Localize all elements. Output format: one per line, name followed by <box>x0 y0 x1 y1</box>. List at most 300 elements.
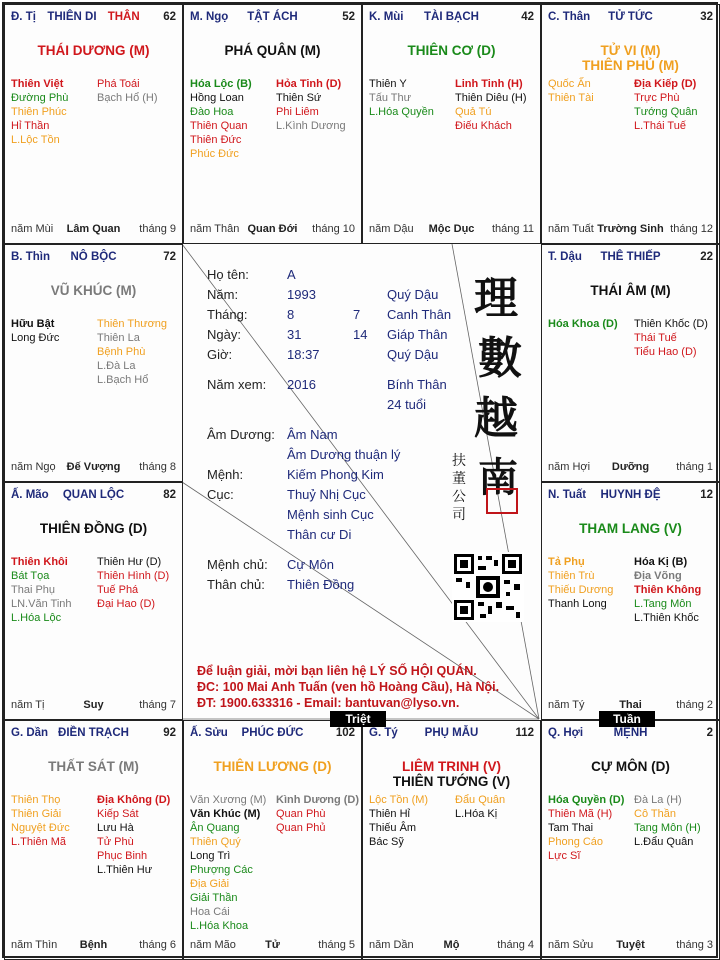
palace-can-chi: G. Dần <box>11 727 49 739</box>
palace-cycle: Mộ <box>443 939 460 951</box>
palace-year: năm Tị <box>11 699 45 711</box>
right-stars <box>634 555 701 625</box>
left-stars <box>369 77 434 119</box>
star: Phong Cáo <box>548 836 604 848</box>
palace-header <box>548 727 713 743</box>
palace-age: 102 <box>335 727 355 739</box>
palace-footer <box>11 461 176 475</box>
star: Quả Tú <box>455 106 492 118</box>
palace-name <box>369 11 534 23</box>
info-label: Năm: <box>207 287 239 302</box>
info-label: Giờ: <box>207 347 233 362</box>
palace-name-text: TÀI BẠCH <box>424 11 479 23</box>
palace-name <box>548 489 713 501</box>
star: L.Kình Dương <box>276 120 346 132</box>
star: Hồng Loan <box>190 92 244 104</box>
tu-vi-chart <box>2 2 718 958</box>
star: Ân Quang <box>190 822 240 834</box>
palace-name-text: ĐIỀN TRẠCH <box>58 727 129 739</box>
star: Nguyệt Đức <box>11 822 70 834</box>
palace-name <box>11 11 176 23</box>
star: Đẩu Quân <box>455 794 506 806</box>
right-stars <box>97 793 170 877</box>
seal-small-1: 扶 <box>452 453 466 469</box>
palace-year: năm Thân <box>190 223 240 235</box>
palace-age: 112 <box>515 727 534 739</box>
star: Thiên Không <box>634 584 702 596</box>
palace-year: năm Thìn <box>11 939 58 951</box>
palace-name-text: PHỤ MẪU <box>424 727 479 739</box>
star: Thiếu Âm <box>369 822 417 834</box>
info-value: 18:37 <box>287 347 320 362</box>
palace-footer <box>548 461 713 475</box>
info-value: 7 <box>353 307 361 322</box>
main-star: THIÊN ĐỒNG (D) <box>39 521 148 536</box>
star: Đà La (H) <box>634 794 682 806</box>
info-value: Mệnh sinh Cục <box>287 507 374 522</box>
seal-char-4: 南 <box>478 454 518 501</box>
star: Hóa Quyền (D) <box>548 794 625 806</box>
star: Phúc Đức <box>190 148 239 160</box>
star: Thiên Hỉ <box>369 808 410 820</box>
palace-g-dan <box>4 720 183 960</box>
star: Bát Tọa <box>11 570 50 582</box>
palace-can-chi: Ấ. Mão <box>11 489 49 501</box>
palace-age: 32 <box>700 11 713 23</box>
star: Hóa Khoa (D) <box>548 318 618 330</box>
palace-name-text: THIÊN DI <box>47 11 97 23</box>
palace-header <box>548 251 713 267</box>
palace-footer <box>190 223 355 237</box>
star: L.Tang Môn <box>634 598 692 610</box>
star: LN.Văn Tinh <box>11 598 72 610</box>
star: Tả Phụ <box>548 556 585 568</box>
palace-header <box>11 489 176 505</box>
palace-a-suu <box>183 720 362 960</box>
palace-year: năm Tý <box>548 699 585 711</box>
star: Địa Kiếp (D) <box>634 78 697 90</box>
palace-can-chi: K. Mùi <box>369 11 404 23</box>
star: L.Hóa Kị <box>455 808 498 820</box>
star: Thái Tuế <box>634 332 677 344</box>
left-stars <box>548 793 624 863</box>
info-value: Âm Dương thuận lý <box>287 447 401 462</box>
right-stars <box>97 555 169 611</box>
info-value: 24 tuổi <box>387 397 427 412</box>
palace-age: 62 <box>163 11 176 23</box>
star: Thiên Đức <box>190 134 242 146</box>
info-value: Quý Dậu <box>387 287 439 302</box>
star: Thiên Trù <box>548 570 595 582</box>
palace-footer <box>11 223 176 237</box>
palace-name <box>190 727 355 739</box>
palace-year: năm Dần <box>369 939 414 951</box>
star: Hỏa Tinh (D) <box>276 78 342 90</box>
seal-char-1: 理 <box>474 273 518 324</box>
star: Hóa Lộc (B) <box>190 78 252 90</box>
palace-name-text: PHÚC ĐỨC <box>241 727 304 739</box>
palace-name <box>369 727 534 739</box>
palace-c-than <box>541 4 720 244</box>
info-label: Mệnh chủ: <box>207 557 268 572</box>
star: Đường Phù <box>11 92 69 104</box>
star: L.Hóa Khoa <box>190 920 249 932</box>
left-stars <box>548 77 594 105</box>
palace-age: 72 <box>163 251 176 263</box>
right-stars <box>455 77 527 133</box>
palace-q-hoi <box>541 720 720 960</box>
palace-name <box>11 727 176 739</box>
contact-line-2: ĐC: 100 Mai Anh Tuấn (ven hồ Hoàng Cầu), Hà Nội. <box>197 680 500 694</box>
red-stamp <box>486 488 518 514</box>
left-stars <box>369 793 428 849</box>
palace-month: tháng 10 <box>312 223 355 235</box>
palace-age: 22 <box>700 251 713 263</box>
palace-cycle: Trường Sinh <box>597 223 664 235</box>
star: Long Đức <box>11 332 60 344</box>
info-label: Âm Dương: <box>207 427 275 442</box>
info-label: Tháng: <box>207 307 248 322</box>
star: Thiên Quan <box>190 120 248 132</box>
right-stars <box>634 77 698 133</box>
star: Văn Khúc (M) <box>190 808 261 820</box>
star: Kiếp Sát <box>97 808 139 820</box>
star: Thiên Khốc (D) <box>634 318 708 330</box>
star: Phục Binh <box>97 850 148 862</box>
info-value: Giáp Thân <box>387 327 448 342</box>
palace-month: tháng 12 <box>670 223 713 235</box>
right-stars <box>276 793 359 835</box>
main-star: CỰ MÔN (D) <box>591 759 670 774</box>
palace-g-ty <box>362 720 541 960</box>
palace-t-dau <box>541 244 720 482</box>
star: Tướng Quân <box>634 106 698 118</box>
star: L.Hóa Quyền <box>369 106 434 118</box>
main-star: THIÊN CƠ (D) <box>407 43 496 58</box>
palace-can-chi: B. Thìn <box>11 251 50 263</box>
info-label: Năm xem: <box>207 377 267 392</box>
star: Thiên Khôi <box>11 556 68 568</box>
palace-can-chi: Q. Hợi <box>548 727 584 739</box>
palace-can-chi: M. Ngọ <box>190 11 229 23</box>
star: Thiên Việt <box>11 78 64 90</box>
star: Đào Hoa <box>190 106 234 118</box>
palace-m-ngo <box>183 4 362 244</box>
palace-month: tháng 1 <box>676 461 713 473</box>
star: Địa Không (D) <box>97 794 171 806</box>
palace-can-chi: G. Tý <box>369 727 398 739</box>
info-value: Âm Nam <box>287 427 338 442</box>
main-star: THIÊN PHỦ (M) <box>582 58 679 73</box>
star: Thiếu Dương <box>548 584 614 596</box>
palace-age: 92 <box>163 727 176 739</box>
left-stars <box>548 317 618 331</box>
palace-cycle: Dưỡng <box>611 461 650 473</box>
info-label: Thân chủ: <box>207 577 265 592</box>
qr-code-graphic <box>452 552 524 622</box>
star: Đại Hao (D) <box>97 598 156 610</box>
left-stars <box>11 555 72 625</box>
star: L.Thiên Mã <box>11 836 67 848</box>
star: Hoa Cái <box>190 906 230 918</box>
palace-name <box>190 11 355 23</box>
star: Điếu Khách <box>455 120 512 132</box>
contact-info <box>197 663 499 711</box>
palace-name <box>11 489 176 501</box>
palace-cycle: Mộc Dục <box>428 223 475 235</box>
star: Lực Sĩ <box>548 850 581 862</box>
palace-month: tháng 3 <box>676 939 713 951</box>
palace-footer <box>548 223 713 237</box>
palace-footer <box>11 699 176 713</box>
palace-cycle: Bệnh <box>79 939 108 951</box>
star: L.Đẩu Quân <box>634 836 694 848</box>
palace-name <box>548 727 713 739</box>
star: Thanh Long <box>548 598 607 610</box>
star: Thiên Phúc <box>11 106 67 118</box>
info-label: Ngày: <box>207 327 241 342</box>
palace-age: 2 <box>706 727 713 739</box>
info-label: Cục: <box>207 487 234 502</box>
star: Tấu Thư <box>369 92 412 104</box>
palace-header <box>11 727 176 743</box>
main-star: LIÊM TRINH (V) <box>402 759 501 774</box>
palace-age: 12 <box>700 489 713 501</box>
seal-char-3: 越 <box>474 393 518 444</box>
star: Tuế Phá <box>97 584 139 596</box>
main-star: THÁI ÂM (M) <box>590 283 671 298</box>
main-star: VŨ KHÚC (M) <box>50 283 137 298</box>
star: Thiên Giải <box>11 808 62 820</box>
main-star: PHÁ QUÂN (M) <box>224 43 321 58</box>
palace-name <box>11 251 176 263</box>
palace-cycle: Đế Vượng <box>66 461 121 473</box>
triet-label: Triệt <box>330 711 386 727</box>
palace-a-mao <box>4 482 183 720</box>
than-marker: THÂN <box>107 11 140 23</box>
right-stars <box>455 793 505 821</box>
star: L.Bạch Hổ <box>97 374 149 386</box>
palace-name-text: THÊ THIẾP <box>600 251 661 263</box>
palace-k-mui <box>362 4 541 244</box>
palace-month: tháng 5 <box>318 939 355 951</box>
palace-cycle: Lâm Quan <box>66 223 121 235</box>
palace-name-text: TẬT ÁCH <box>247 11 298 23</box>
contact-line-1: Để luận giải, mời bạn liên hệ LÝ SỐ HỘI QUÁN. <box>197 664 477 678</box>
star: Thiên Thọ <box>11 794 61 806</box>
tuan-label: Tuần <box>599 711 655 727</box>
palace-month: tháng 6 <box>139 939 176 951</box>
palace-month: tháng 4 <box>497 939 534 951</box>
right-stars <box>97 317 167 387</box>
star: Thiên Diêu (H) <box>455 92 527 104</box>
qr-code[interactable] <box>452 552 524 622</box>
right-stars <box>634 317 708 359</box>
palace-cycle: Quan Đới <box>247 223 298 235</box>
palace-year: năm Tuất <box>548 223 594 235</box>
star: Bệnh Phù <box>97 346 146 358</box>
palace-can-chi: Đ. Tị <box>11 11 36 23</box>
palace-footer <box>190 939 355 953</box>
star: L.Lộc Tồn <box>11 134 60 146</box>
palace-footer <box>369 223 534 237</box>
info-label: Mệnh: <box>207 467 244 482</box>
star: Thiên Hư (D) <box>97 556 162 568</box>
star: Kình Dương (D) <box>276 794 359 806</box>
palace-can-chi: Ấ. Sửu <box>190 727 228 739</box>
palace-name-text: TỬ TỨC <box>608 11 653 23</box>
palace-header <box>11 251 176 267</box>
star: Hóa Kị (B) <box>634 556 688 568</box>
seal-char-2: 數 <box>478 333 522 384</box>
star: Bạch Hổ (H) <box>97 92 158 104</box>
right-stars <box>276 77 346 133</box>
left-stars <box>548 555 613 611</box>
star: Phá Toái <box>97 78 140 90</box>
palace-age: 82 <box>163 489 176 501</box>
info-value: 8 <box>287 307 295 322</box>
star: L.Thiên Khốc <box>634 612 699 624</box>
palace-year: năm Mão <box>190 939 236 951</box>
palace-header <box>369 727 534 743</box>
info-value: Thuỷ Nhị Cục <box>287 487 366 502</box>
palace-n-tuat <box>541 482 720 720</box>
star: Quan Phù <box>276 808 326 820</box>
contact-line-3: ĐT: 1900.633316 - Email: bantuvan@lyso.vn. <box>197 696 460 710</box>
star: Thiên Mã (H) <box>548 808 613 820</box>
star: Phượng Các <box>190 864 253 876</box>
star: L.Hóa Lộc <box>11 612 62 624</box>
palace-header <box>190 11 355 27</box>
palace-header <box>11 11 176 27</box>
palace-cycle: Suy <box>83 699 104 711</box>
palace-can-chi: T. Dậu <box>548 251 582 263</box>
info-value: 31 <box>287 327 302 342</box>
info-value: Cự Môn <box>287 557 334 572</box>
palace-footer <box>11 939 176 953</box>
palace-can-chi: C. Thân <box>548 11 591 23</box>
star: Tang Môn (H) <box>634 822 701 834</box>
palace-month: tháng 7 <box>139 699 176 711</box>
palace-cycle: Thai <box>619 699 642 711</box>
palace-month: tháng 11 <box>491 223 534 235</box>
seal-small-3: 公 <box>452 489 466 505</box>
info-value: Kiếm Phong Kim <box>287 467 384 482</box>
palace-age: 52 <box>342 11 355 23</box>
info-value: 14 <box>353 327 368 342</box>
main-star: THÁI DƯƠNG (M) <box>37 43 150 58</box>
palace-header <box>548 489 713 505</box>
star: Quốc Ấn <box>548 78 591 90</box>
star: Thiên Thương <box>97 318 168 330</box>
star: Phi Liêm <box>276 106 319 118</box>
palace-footer <box>548 939 713 953</box>
seal-small-2: 董 <box>452 471 466 487</box>
palace-name-text: MỆNH <box>613 727 648 739</box>
palace-year: năm Hợi <box>548 461 591 473</box>
info-value: 2016 <box>287 377 316 392</box>
palace-year: năm Dậu <box>369 223 414 235</box>
info-value: Canh Thân <box>387 307 452 322</box>
left-stars <box>11 793 70 849</box>
palace-year: năm Ngọ <box>11 461 56 473</box>
calligraphy-seal <box>452 262 534 552</box>
left-stars <box>190 793 266 933</box>
main-star: THIÊN LƯƠNG (D) <box>213 759 332 774</box>
palace-name-text: HUYNH ĐỆ <box>600 489 661 501</box>
palace-name <box>548 251 713 263</box>
palace-name <box>548 11 713 23</box>
info-value: Quý Dậu <box>387 347 439 362</box>
star: Cô Thần <box>634 808 676 820</box>
star: Tử Phù <box>97 836 134 848</box>
left-stars <box>11 317 59 345</box>
palace-month: tháng 9 <box>139 223 176 235</box>
star: Thiên Sứ <box>276 92 322 104</box>
seal-small-4: 司 <box>452 507 466 523</box>
right-stars <box>97 77 158 105</box>
info-value: Thân cư Di <box>287 527 352 542</box>
left-stars <box>190 77 252 161</box>
palace-year: năm Sửu <box>548 939 594 951</box>
seal-small-text <box>452 452 468 524</box>
palace-month: tháng 2 <box>676 699 713 711</box>
palace-header <box>548 11 713 27</box>
star: Thiên Quý <box>190 836 241 848</box>
palace-cycle: Tử <box>265 939 280 951</box>
palace-b-thin <box>4 244 183 482</box>
star: L.Thái Tuế <box>634 120 686 132</box>
palace-dau-ti <box>4 4 183 244</box>
info-value: Bính Thân <box>387 377 447 392</box>
star: Hỉ Thần <box>11 120 50 132</box>
main-star: THAM LANG (V) <box>579 521 682 536</box>
palace-footer <box>369 939 534 953</box>
star: Long Trì <box>190 850 231 862</box>
star: Thiên La <box>97 332 140 344</box>
star: Lộc Tồn (M) <box>369 794 429 806</box>
star: Địa Võng <box>634 570 682 582</box>
left-stars <box>11 77 68 147</box>
palace-cycle: Tuyệt <box>616 939 645 951</box>
palace-can-chi: N. Tuất <box>548 489 587 501</box>
star: Thiên Tài <box>548 92 594 104</box>
palace-year: năm Mùi <box>11 223 54 235</box>
main-star: TỬ VI (M) <box>600 43 661 58</box>
star: Thiên Y <box>369 78 407 90</box>
star: Trực Phù <box>634 92 680 104</box>
palace-age: 42 <box>521 11 534 23</box>
palace-month: tháng 8 <box>139 461 176 473</box>
star: Tam Thai <box>548 822 594 834</box>
main-star: THIÊN TƯỚNG (V) <box>392 774 511 789</box>
star: Tiểu Hao (D) <box>634 346 697 358</box>
info-value: A <box>287 267 296 282</box>
star: L.Đà La <box>97 360 136 372</box>
info-value: 1993 <box>287 287 316 302</box>
star: Quan Phủ <box>276 822 326 834</box>
star: Bác Sỹ <box>369 836 404 848</box>
main-star: THẤT SÁT (M) <box>48 759 139 774</box>
star: Hữu Bật <box>11 318 55 330</box>
star: Địa Giải <box>190 878 230 890</box>
palace-name-text: QUAN LỘC <box>62 489 125 501</box>
right-stars <box>634 793 701 849</box>
star: Thai Phụ <box>11 584 56 596</box>
palace-name-text: NÔ BỘC <box>70 251 117 263</box>
info-label: Họ tên: <box>207 267 249 282</box>
palace-header <box>190 727 355 743</box>
